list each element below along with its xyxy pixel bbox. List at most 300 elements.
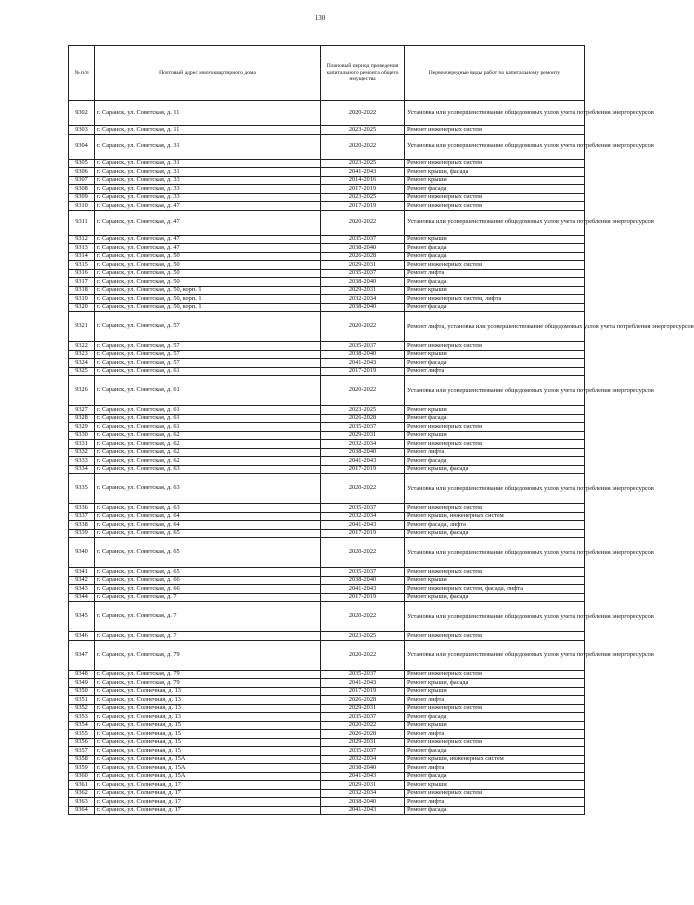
- row-number: 9355: [69, 730, 95, 739]
- row-period: 2035-2037: [321, 568, 405, 577]
- row-address: г. Саранск, ул. Советская, д. 50, корп. 1: [95, 303, 321, 312]
- row-address: г. Саранск, ул. Солнечная, д. 15А: [95, 772, 321, 781]
- row-period: 2029-2031: [321, 286, 405, 295]
- row-address: г. Саранск, ул. Советская, д. 61: [95, 367, 321, 376]
- table-row: [69, 159, 585, 168]
- table-row: [69, 687, 585, 696]
- table-row: [69, 713, 585, 722]
- row-period: 2041-2043: [321, 679, 405, 688]
- header-address: Почтовый адрес многоквартирного дома: [95, 46, 321, 101]
- row-address: г. Саранск, ул. Советская, д. 64: [95, 512, 321, 521]
- row-period: 2032-2034: [321, 789, 405, 798]
- row-period: 2029-2031: [321, 431, 405, 440]
- row-number: 9320: [69, 303, 95, 312]
- row-period: 2014-2016: [321, 176, 405, 185]
- row-address: г. Саранск, ул. Советская, д. 63: [95, 474, 321, 504]
- row-work: Ремонт крыши: [405, 576, 585, 585]
- row-period: 2035-2037: [321, 747, 405, 756]
- row-address: г. Саранск, ул. Советская, д. 47: [95, 202, 321, 211]
- table-row: [69, 202, 585, 211]
- table-row: [69, 295, 585, 304]
- row-work: Ремонт инженерных систем: [405, 632, 585, 641]
- row-work: Ремонт инженерных систем: [405, 261, 585, 270]
- row-period: 2017-2019: [321, 185, 405, 194]
- row-number: 9327: [69, 406, 95, 415]
- row-period: 2026-2028: [321, 696, 405, 705]
- row-address: г. Саранск, ул. Советская, д. 47: [95, 210, 321, 235]
- table-row: [69, 512, 585, 521]
- row-period: 2020-2022: [321, 312, 405, 342]
- row-address: г. Саранск, ул. Солнечная, д. 17: [95, 789, 321, 798]
- row-work: Ремонт фасада: [405, 252, 585, 261]
- header-works: Первоочередные виды работ по капитальному ремонту: [405, 46, 585, 101]
- row-number: 9343: [69, 585, 95, 594]
- table-row: [69, 632, 585, 641]
- table-row: [69, 806, 585, 815]
- row-number: 9322: [69, 342, 95, 351]
- row-number: 9305: [69, 159, 95, 168]
- row-address: г. Саранск, ул. Советская, д. 33: [95, 193, 321, 202]
- row-period: 2038-2040: [321, 303, 405, 312]
- row-work: Ремонт инженерных систем: [405, 738, 585, 747]
- row-address: г. Саранск, ул. Советская, д. 47: [95, 244, 321, 253]
- row-number: 9308: [69, 185, 95, 194]
- row-address: г. Саранск, ул. Советская, д. 57: [95, 359, 321, 368]
- row-number: 9353: [69, 713, 95, 722]
- table-row: [69, 585, 585, 594]
- row-work: Ремонт крыши, фасада: [405, 465, 585, 474]
- row-address: г. Саранск, ул. Советская, д. 63: [95, 465, 321, 474]
- row-period: 2020-2022: [321, 101, 405, 126]
- row-number: 9339: [69, 529, 95, 538]
- row-number: 9309: [69, 193, 95, 202]
- row-number: 9304: [69, 134, 95, 159]
- row-work: Ремонт инженерных систем: [405, 789, 585, 798]
- row-address: г. Саранск, ул. Солнечная, д. 15: [95, 730, 321, 739]
- row-work: Ремонт крыши: [405, 176, 585, 185]
- row-number: 9332: [69, 448, 95, 457]
- row-address: г. Саранск, ул. Советская, д. 61: [95, 423, 321, 432]
- table-row: [69, 134, 585, 159]
- row-work: Ремонт инженерных систем: [405, 202, 585, 211]
- row-period: 2017-2019: [321, 367, 405, 376]
- row-number: 9331: [69, 440, 95, 449]
- row-work: Ремонт лифта: [405, 764, 585, 773]
- row-work: Ремонт инженерных систем: [405, 159, 585, 168]
- table-body: [69, 101, 694, 815]
- table-row: [69, 261, 585, 270]
- table-row: [69, 252, 585, 261]
- row-period: 2038-2040: [321, 576, 405, 585]
- row-work: Ремонт крыши, инженерных систем: [405, 755, 585, 764]
- row-work: Установка или усовершенствование общедомовых узлов учета потребления энергоресурсов: [405, 101, 585, 126]
- row-number: 9311: [69, 210, 95, 235]
- row-period: 2020-2022: [321, 538, 405, 568]
- row-number: 9307: [69, 176, 95, 185]
- row-period: 2041-2043: [321, 457, 405, 466]
- row-work: Ремонт лифта: [405, 696, 585, 705]
- row-period: 2020-2022: [321, 474, 405, 504]
- row-address: г. Саранск, ул. Советская, д. 7: [95, 632, 321, 641]
- row-work: Ремонт крыши, фасада: [405, 679, 585, 688]
- row-work: Ремонт инженерных систем: [405, 423, 585, 432]
- row-period: 2029-2031: [321, 261, 405, 270]
- row-address: г. Саранск, ул. Советская, д. 79: [95, 679, 321, 688]
- row-period: 2023-2025: [321, 159, 405, 168]
- table-row: [69, 504, 585, 513]
- row-period: 2038-2040: [321, 798, 405, 807]
- row-address: г. Саранск, ул. Советская, д. 61: [95, 414, 321, 423]
- table-row: [69, 755, 585, 764]
- table-row: [69, 210, 585, 235]
- row-address: г. Саранск, ул. Советская, д. 66: [95, 585, 321, 594]
- row-work: Ремонт крыши, фасада: [405, 168, 585, 177]
- row-address: г. Саранск, ул. Советская, д. 50, корп. 1: [95, 286, 321, 295]
- row-period: 2032-2034: [321, 440, 405, 449]
- row-address: г. Саранск, ул. Советская, д. 61: [95, 406, 321, 415]
- row-number: 9326: [69, 376, 95, 406]
- row-address: г. Саранск, ул. Советская, д. 79: [95, 670, 321, 679]
- row-work: Ремонт фасада: [405, 278, 585, 287]
- row-address: г. Саранск, ул. Советская, д. 57: [95, 350, 321, 359]
- row-number: 9306: [69, 168, 95, 177]
- table-row: [69, 602, 585, 632]
- row-address: г. Саранск, ул. Советская, д. 63: [95, 504, 321, 513]
- row-period: 2041-2043: [321, 772, 405, 781]
- row-period: 2041-2043: [321, 806, 405, 815]
- page-number: 130: [314, 14, 326, 22]
- row-number: 9362: [69, 789, 95, 798]
- row-number: 9334: [69, 465, 95, 474]
- row-period: 2041-2043: [321, 359, 405, 368]
- row-number: 9347: [69, 640, 95, 670]
- row-address: г. Саранск, ул. Солнечная, д. 15: [95, 747, 321, 756]
- row-address: г. Саранск, ул. Советская, д. 79: [95, 640, 321, 670]
- row-number: 9364: [69, 806, 95, 815]
- row-work: Установка или усовершенствование общедомовых узлов учета потребления энергоресурсов: [405, 210, 585, 235]
- row-period: 2038-2040: [321, 244, 405, 253]
- row-work: Ремонт крыши: [405, 350, 585, 359]
- row-number: 9310: [69, 202, 95, 211]
- row-number: 9350: [69, 687, 95, 696]
- row-work: Ремонт крыши, фасада: [405, 593, 585, 602]
- row-number: 9342: [69, 576, 95, 585]
- row-period: 2020-2022: [321, 134, 405, 159]
- row-work: Ремонт лифта: [405, 798, 585, 807]
- row-number: 9318: [69, 286, 95, 295]
- table-row: [69, 568, 585, 577]
- row-address: г. Саранск, ул. Солнечная, д. 15: [95, 738, 321, 747]
- row-period: 2026-2028: [321, 414, 405, 423]
- table-row: [69, 764, 585, 773]
- table-row: [69, 538, 585, 568]
- row-number: 9352: [69, 704, 95, 713]
- row-period: 2020-2022: [321, 721, 405, 730]
- row-period: 2032-2034: [321, 755, 405, 764]
- table-row: [69, 423, 585, 432]
- row-number: 9344: [69, 593, 95, 602]
- row-number: 9312: [69, 235, 95, 244]
- row-number: 9356: [69, 738, 95, 747]
- row-work: Ремонт инженерных систем: [405, 440, 585, 449]
- row-work: Ремонт инженерных систем, фасада, лифта: [405, 585, 585, 594]
- row-period: 2023-2025: [321, 406, 405, 415]
- table-row: [69, 781, 585, 790]
- row-period: 2023-2025: [321, 126, 405, 135]
- row-address: г. Саранск, ул. Солнечная, д. 13: [95, 696, 321, 705]
- row-work: Ремонт инженерных систем: [405, 342, 585, 351]
- table-row: [69, 193, 585, 202]
- row-work: Ремонт крыши: [405, 687, 585, 696]
- table-row: [69, 350, 585, 359]
- row-period: 2029-2031: [321, 738, 405, 747]
- row-number: 9358: [69, 755, 95, 764]
- table-row: [69, 359, 585, 368]
- row-address: г. Саранск, ул. Солнечная, д. 17: [95, 806, 321, 815]
- table-row: [69, 738, 585, 747]
- row-address: г. Саранск, ул. Советская, д. 65: [95, 538, 321, 568]
- row-address: г. Саранск, ул. Советская, д. 33: [95, 176, 321, 185]
- row-work: Ремонт фасада: [405, 457, 585, 466]
- row-address: г. Саранск, ул. Советская, д. 7: [95, 593, 321, 602]
- row-address: г. Саранск, ул. Советская, д. 31: [95, 134, 321, 159]
- row-period: 2020-2022: [321, 640, 405, 670]
- table-row: [69, 704, 585, 713]
- row-number: 9319: [69, 295, 95, 304]
- row-work: Ремонт лифта: [405, 269, 585, 278]
- table-row: [69, 593, 585, 602]
- table-row: [69, 342, 585, 351]
- row-work: Ремонт фасада: [405, 772, 585, 781]
- table-row: [69, 176, 585, 185]
- row-period: 2017-2019: [321, 202, 405, 211]
- row-work: Ремонт лифта: [405, 367, 585, 376]
- row-number: 9337: [69, 512, 95, 521]
- row-number: 9340: [69, 538, 95, 568]
- row-period: 2035-2037: [321, 504, 405, 513]
- row-work: Ремонт фасада: [405, 359, 585, 368]
- row-period: 2038-2040: [321, 448, 405, 457]
- row-address: г. Саранск, ул. Советская, д. 65: [95, 568, 321, 577]
- row-work: Установка или усовершенствование общедомовых узлов учета потребления энергоресурсов: [405, 640, 585, 670]
- row-number: 9361: [69, 781, 95, 790]
- row-number: 9336: [69, 504, 95, 513]
- table-row: [69, 431, 585, 440]
- row-address: г. Саранск, ул. Солнечная, д. 13: [95, 704, 321, 713]
- table-row: [69, 529, 585, 538]
- row-number: 9346: [69, 632, 95, 641]
- table-row: [69, 747, 585, 756]
- row-period: 2026-2028: [321, 252, 405, 261]
- row-number: 9335: [69, 474, 95, 504]
- row-address: г. Саранск, ул. Советская, д. 33: [95, 185, 321, 194]
- row-number: 9348: [69, 670, 95, 679]
- row-number: 9313: [69, 244, 95, 253]
- table-row: [69, 269, 585, 278]
- row-period: 2020-2022: [321, 376, 405, 406]
- row-address: г. Саранск, ул. Советская, д. 62: [95, 440, 321, 449]
- row-address: г. Саранск, ул. Солнечная, д. 13: [95, 713, 321, 722]
- row-address: г. Саранск, ул. Советская, д. 57: [95, 342, 321, 351]
- row-period: 2017-2019: [321, 687, 405, 696]
- row-number: 9345: [69, 602, 95, 632]
- row-work: Ремонт фасада: [405, 303, 585, 312]
- row-number: 9321: [69, 312, 95, 342]
- row-work: Ремонт крыши: [405, 721, 585, 730]
- row-address: г. Саранск, ул. Советская, д. 66: [95, 576, 321, 585]
- row-work: Ремонт инженерных систем: [405, 193, 585, 202]
- row-work: Ремонт крыши: [405, 235, 585, 244]
- row-address: г. Саранск, ул. Советская, д. 31: [95, 159, 321, 168]
- row-period: 2035-2037: [321, 342, 405, 351]
- row-address: г. Саранск, ул. Солнечная, д. 13: [95, 687, 321, 696]
- row-period: 2029-2031: [321, 704, 405, 713]
- table-row: [69, 772, 585, 781]
- row-work: Установка или усовершенствование общедомовых узлов учета потребления энергоресурсов: [405, 538, 585, 568]
- table-row: [69, 278, 585, 287]
- row-number: 9303: [69, 126, 95, 135]
- row-address: г. Саранск, ул. Советская, д. 50: [95, 261, 321, 270]
- table-row: [69, 101, 585, 126]
- row-work: Ремонт инженерных систем: [405, 670, 585, 679]
- row-number: 9317: [69, 278, 95, 287]
- row-period: 2041-2043: [321, 168, 405, 177]
- row-address: г. Саранск, ул. Советская, д. 64: [95, 521, 321, 530]
- row-period: 2029-2031: [321, 781, 405, 790]
- row-work: Установка или усовершенствование общедомовых узлов учета потребления энергоресурсов: [405, 134, 585, 159]
- row-address: г. Саранск, ул. Советская, д. 61: [95, 376, 321, 406]
- row-work: Ремонт инженерных систем: [405, 568, 585, 577]
- table-row: [69, 414, 585, 423]
- table-row: [69, 185, 585, 194]
- row-number: 9354: [69, 721, 95, 730]
- row-period: 2017-2019: [321, 465, 405, 474]
- table-row: [69, 235, 585, 244]
- row-number: 9328: [69, 414, 95, 423]
- row-address: г. Саранск, ул. Советская, д. 62: [95, 457, 321, 466]
- table-row: [69, 168, 585, 177]
- row-period: 2020-2022: [321, 210, 405, 235]
- table-row: [69, 286, 585, 295]
- row-period: 2038-2040: [321, 350, 405, 359]
- table-row: [69, 721, 585, 730]
- row-period: 2026-2028: [321, 730, 405, 739]
- row-period: 2017-2019: [321, 593, 405, 602]
- row-work: Ремонт крыши: [405, 406, 585, 415]
- row-work: Установка или усовершенствование общедомовых узлов учета потребления энергоресурсов: [405, 376, 585, 406]
- row-address: г. Саранск, ул. Советская, д. 62: [95, 448, 321, 457]
- row-address: г. Саранск, ул. Советская, д. 50, корп. 1: [95, 295, 321, 304]
- table-row: [69, 440, 585, 449]
- row-work: Ремонт фасада: [405, 185, 585, 194]
- row-period: 2035-2037: [321, 670, 405, 679]
- row-work: Ремонт фасада: [405, 244, 585, 253]
- row-work: Установка или усовершенствование общедомовых узлов учета потребления энергоресурсов: [405, 474, 585, 504]
- row-work: Ремонт инженерных систем, лифта: [405, 295, 585, 304]
- row-address: г. Саранск, ул. Советская, д. 50: [95, 278, 321, 287]
- row-address: г. Саранск, ул. Советская, д. 31: [95, 168, 321, 177]
- row-address: г. Саранск, ул. Солнечная, д. 15А: [95, 764, 321, 773]
- row-number: 9360: [69, 772, 95, 781]
- row-work: Ремонт фасада: [405, 414, 585, 423]
- table-row: [69, 312, 585, 342]
- row-period: 2038-2040: [321, 764, 405, 773]
- row-period: 2023-2025: [321, 193, 405, 202]
- row-work: Ремонт крыши, фасада: [405, 529, 585, 538]
- row-address: г. Саранск, ул. Советская, д. 50: [95, 252, 321, 261]
- table-row: [69, 798, 585, 807]
- row-work: Ремонт лифта: [405, 448, 585, 457]
- row-work: Ремонт лифта: [405, 730, 585, 739]
- table-row: [69, 406, 585, 415]
- row-address: г. Саранск, ул. Солнечная, д. 17: [95, 781, 321, 790]
- row-number: 9341: [69, 568, 95, 577]
- row-period: 2041-2043: [321, 585, 405, 594]
- row-address: г. Саранск, ул. Советская, д. 50: [95, 269, 321, 278]
- row-number: 9325: [69, 367, 95, 376]
- row-number: 9314: [69, 252, 95, 261]
- row-period: 2035-2037: [321, 235, 405, 244]
- row-work: Установка или усовершенствование общедомовых узлов учета потребления энергоресурсов: [405, 602, 585, 632]
- row-period: 2041-2043: [321, 521, 405, 530]
- table-row: [69, 465, 585, 474]
- row-period: 2035-2037: [321, 713, 405, 722]
- row-number: 9329: [69, 423, 95, 432]
- table-row: [69, 457, 585, 466]
- row-period: 2035-2037: [321, 269, 405, 278]
- row-work: Ремонт инженерных систем: [405, 704, 585, 713]
- row-address: г. Саранск, ул. Солнечная, д. 15: [95, 721, 321, 730]
- row-address: г. Саранск, ул. Советская, д. 65: [95, 529, 321, 538]
- row-period: 2038-2040: [321, 278, 405, 287]
- row-number: 9324: [69, 359, 95, 368]
- table-row: [69, 376, 585, 406]
- row-work: Ремонт крыши: [405, 286, 585, 295]
- header-period: Плановый период проведения капитального ремонта общего имущества: [321, 46, 405, 101]
- row-address: г. Саранск, ул. Советская, д. 11: [95, 101, 321, 126]
- table-row: [69, 679, 585, 688]
- row-work: Ремонт фасада: [405, 747, 585, 756]
- row-number: 9316: [69, 269, 95, 278]
- row-address: г. Саранск, ул. Советская, д. 57: [95, 312, 321, 342]
- table-row: [69, 670, 585, 679]
- row-work: Ремонт крыши: [405, 431, 585, 440]
- row-work: Ремонт инженерных систем: [405, 126, 585, 135]
- row-address: г. Саранск, ул. Советская, д. 47: [95, 235, 321, 244]
- row-number: 9349: [69, 679, 95, 688]
- row-number: 9302: [69, 101, 95, 126]
- row-address: г. Саранск, ул. Советская, д. 62: [95, 431, 321, 440]
- table-row: [69, 730, 585, 739]
- row-period: 2020-2022: [321, 602, 405, 632]
- row-number: 9363: [69, 798, 95, 807]
- table-row: [69, 789, 585, 798]
- row-number: 9338: [69, 521, 95, 530]
- row-period: 2032-2034: [321, 512, 405, 521]
- table-row: [69, 448, 585, 457]
- row-number: 9333: [69, 457, 95, 466]
- row-number: 9330: [69, 431, 95, 440]
- row-work: Ремонт крыши: [405, 781, 585, 790]
- row-number: 9359: [69, 764, 95, 773]
- row-address: г. Саранск, ул. Советская, д. 11: [95, 126, 321, 135]
- row-number: 9323: [69, 350, 95, 359]
- row-period: 2032-2034: [321, 295, 405, 304]
- table-row: [69, 474, 585, 504]
- row-period: 2023-2025: [321, 632, 405, 641]
- row-address: г. Саранск, ул. Солнечная, д. 17: [95, 798, 321, 807]
- row-address: г. Саранск, ул. Советская, д. 7: [95, 602, 321, 632]
